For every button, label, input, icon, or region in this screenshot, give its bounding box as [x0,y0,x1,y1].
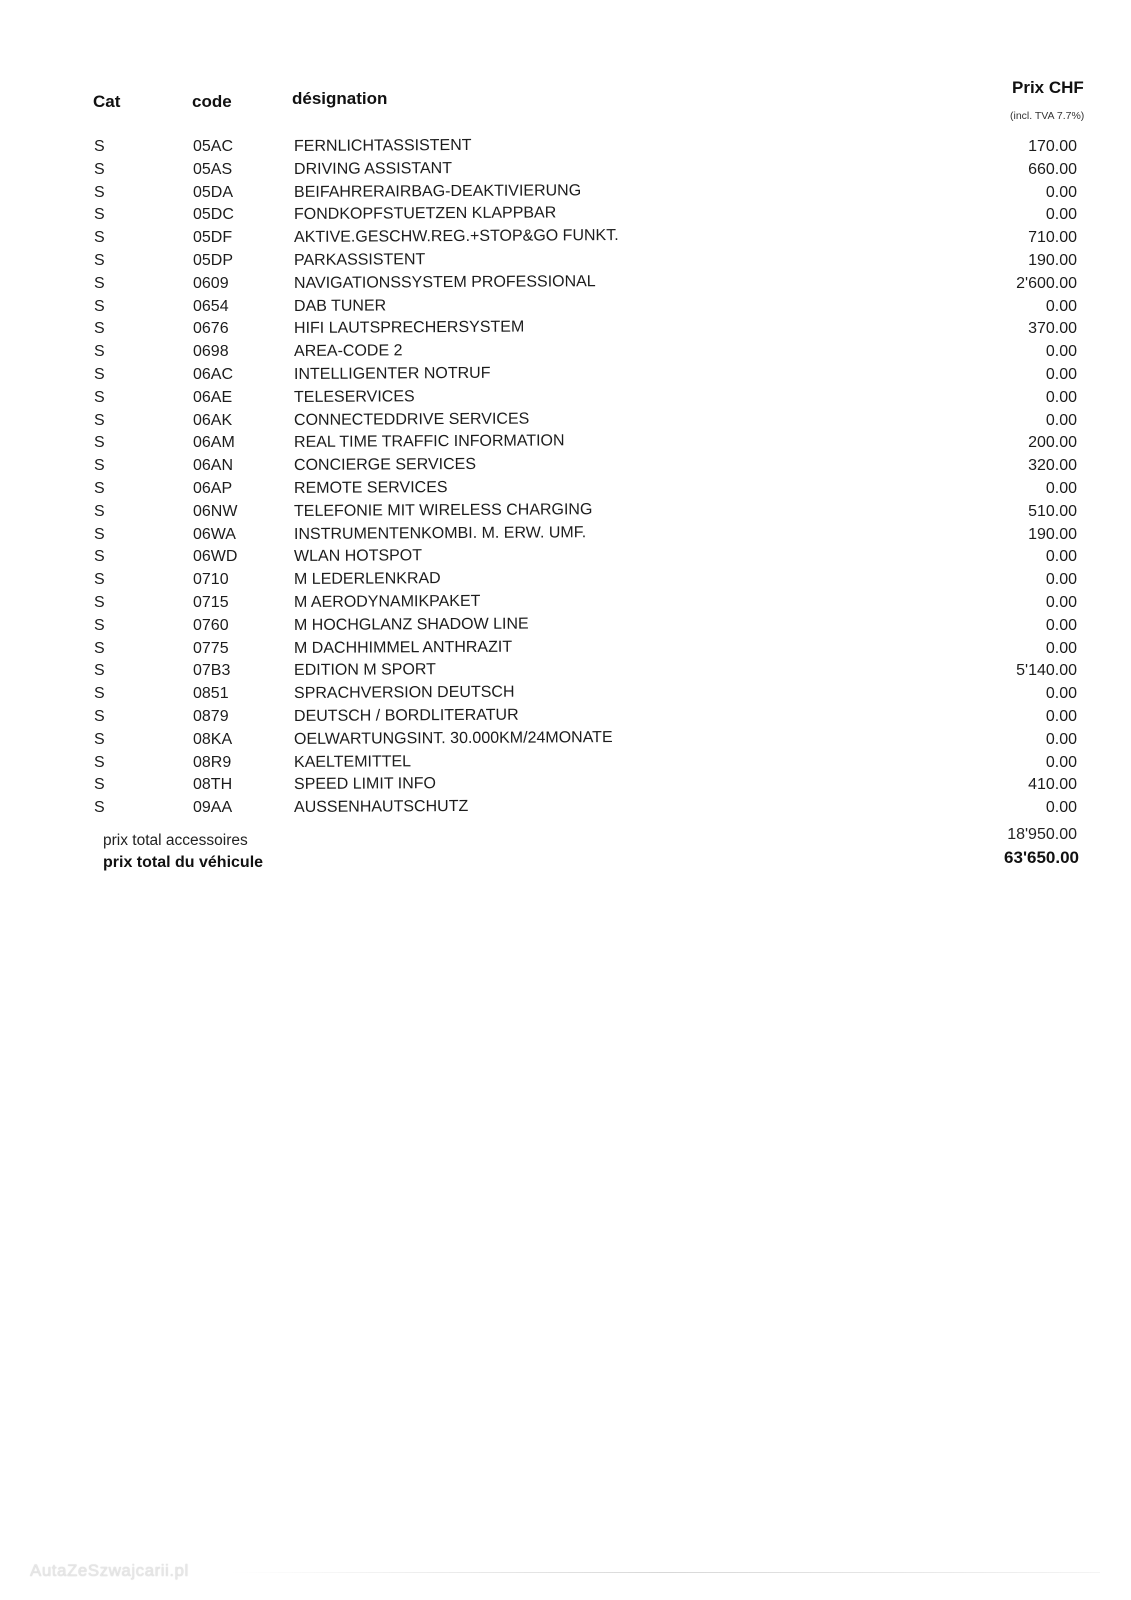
item-cat: S [94,365,105,383]
item-designation: M DACHHIMMEL ANTHRAZIT [293,638,513,657]
watermark: AutaZeSzwajcarii.pl [30,1561,189,1580]
item-price: 0.00 [1045,639,1077,657]
item-code: 05DA [193,183,234,201]
item-price: 510.00 [1028,502,1077,520]
item-cat: S [94,548,105,566]
item-code: 06AN [193,457,234,475]
item-cat: S [94,685,105,703]
table-row [0,410,1131,433]
item-designation: NAVIGATIONSSYSTEM PROFESSIONAL [293,272,596,292]
item-cat: S [94,229,105,247]
item-price: 0.00 [1045,707,1077,725]
item-cat: S [94,138,105,155]
table-row [0,341,1131,364]
item-cat: S [94,707,105,725]
table-row [0,592,1131,615]
table-row [0,182,1131,205]
item-price: 0.00 [1045,343,1077,361]
item-price: 190.00 [1028,251,1077,269]
item-code: 07B3 [193,662,231,680]
item-designation: DEUTSCH / BORDLITERATUR [293,706,519,725]
item-cat: S [94,776,105,794]
item-price: 170.00 [1028,138,1077,155]
table-row [0,455,1131,478]
item-cat: S [94,799,105,817]
item-cat: S [94,662,105,680]
item-designation: KAELTEMITTEL [293,752,412,771]
table-row [0,296,1131,319]
table-row [0,250,1131,273]
item-code: 08R9 [193,753,232,771]
item-designation: AKTIVE.GESCHW.REG.+STOP&GO FUNKT. [293,227,619,247]
item-designation: M HOCHGLANZ SHADOW LINE [293,615,529,634]
item-price: 2'600.00 [1016,274,1077,292]
item-code: 06AC [193,365,234,383]
item-cat: S [94,183,105,201]
item-price: 200.00 [1028,434,1077,452]
table-row [0,752,1131,775]
item-cat: S [94,593,105,611]
table-row [0,387,1131,410]
total-accessories-value: 18'950.00 [1007,826,1077,843]
table-row [0,706,1131,729]
item-designation: INTELLIGENTER NOTRUF [293,364,491,383]
item-cat: S [94,525,105,543]
item-code: 05AS [193,160,233,178]
item-code: 0775 [193,639,229,657]
item-designation: HIFI LAUTSPRECHERSYSTEM [293,318,525,338]
item-price: 0.00 [1045,388,1077,406]
item-designation: WLAN HOTSPOT [293,547,423,566]
item-code: 06AE [193,388,233,406]
item-designation: TELESERVICES [293,388,415,406]
item-code: 06WD [193,548,238,566]
table-row [0,159,1131,182]
table-header [0,0,1131,140]
item-cat: S [94,206,105,224]
table-row [0,204,1131,227]
header-code: code [192,92,232,111]
item-designation: DRIVING ASSISTANT [293,159,452,178]
table-row [0,364,1131,387]
item-code: 08KA [193,730,233,748]
item-price: 190.00 [1028,525,1077,543]
item-price: 0.00 [1045,799,1077,817]
item-price: 0.00 [1045,593,1077,611]
item-price: 0.00 [1045,365,1077,383]
item-price: 0.00 [1045,730,1077,748]
item-code: 0851 [193,685,229,703]
item-designation: AUSSENHAUTSCHUTZ [293,798,469,817]
item-code: 0760 [193,616,229,634]
item-price: 660.00 [1028,160,1077,178]
table-row [0,729,1131,752]
item-code: 09AA [193,799,233,817]
item-price: 0.00 [1045,685,1077,703]
item-cat: S [94,160,105,178]
item-designation: FERNLICHTASSISTENT [293,136,472,155]
item-price: 0.00 [1045,297,1077,315]
item-price: 0.00 [1045,479,1077,497]
item-designation: AREA-CODE 2 [293,342,403,361]
table-row [0,638,1131,661]
item-designation: SPRACHVERSION DEUTSCH [293,683,515,703]
item-designation: REAL TIME TRAFFIC INFORMATION [293,432,565,452]
item-cat: S [94,730,105,748]
table-row [0,318,1131,341]
item-cat: S [94,457,105,475]
item-designation: M LEDERLENKRAD [293,570,441,589]
item-designation: OELWARTUNGSINT. 30.000KM/24MONATE [293,728,613,748]
item-code: 06AK [193,411,233,429]
item-code: 0715 [193,593,229,611]
table-row [0,432,1131,455]
item-code: 06AP [193,479,233,497]
item-price: 0.00 [1045,183,1077,201]
item-cat: S [94,616,105,634]
item-designation: BEIFAHRERAIRBAG-DEAKTIVIERUNG [293,181,582,201]
table-row [0,797,1131,820]
item-cat: S [94,320,105,338]
item-code: 0710 [193,571,229,589]
item-designation: SPEED LIMIT INFO [293,775,436,794]
item-code: 05AC [193,138,234,155]
item-designation: FONDKOPFSTUETZEN KLAPPBAR [293,204,557,224]
item-designation: EDITION M SPORT [293,661,436,680]
item-price: 0.00 [1045,411,1077,429]
header-designation: désignation [292,89,388,108]
item-designation: M AERODYNAMIKPAKET [293,592,481,611]
table-row [0,501,1131,524]
items-table [0,136,1131,820]
item-code: 06AM [193,434,235,452]
item-code: 0654 [193,297,229,315]
item-designation: TELEFONIE MIT WIRELESS CHARGING [293,500,593,520]
item-price: 0.00 [1045,753,1077,771]
table-row [0,774,1131,797]
item-code: 0879 [193,707,229,725]
item-code: 08TH [193,776,233,794]
item-price: 370.00 [1028,320,1077,338]
table-row [0,524,1131,547]
item-price: 0.00 [1045,616,1077,634]
total-vehicle-label: prix total du véhicule [103,854,264,871]
table-row [0,546,1131,569]
table-row [0,615,1131,638]
item-cat: S [94,434,105,452]
item-code: 05DF [193,229,233,247]
item-code: 0609 [193,274,229,292]
item-designation: CONCIERGE SERVICES [293,456,477,475]
item-code: 06WA [193,525,236,543]
item-code: 06NW [193,502,238,520]
item-cat: S [94,297,105,315]
item-cat: S [94,502,105,520]
item-price: 710.00 [1028,229,1077,247]
item-cat: S [94,274,105,292]
item-code: 05DP [193,251,234,269]
header-tva-note: (incl. TVA 7.7%) [1010,110,1085,122]
item-designation: PARKASSISTENT [293,251,426,269]
item-cat: S [94,753,105,771]
item-cat: S [94,388,105,406]
item-price: 410.00 [1028,776,1077,794]
item-code: 0698 [193,343,229,361]
table-row [0,683,1131,706]
item-price: 0.00 [1045,206,1077,224]
item-price: 0.00 [1045,548,1077,566]
item-code: 05DC [193,206,234,224]
item-cat: S [94,479,105,497]
table-row [0,478,1131,501]
table-row [0,136,1131,159]
item-cat: S [94,251,105,269]
item-designation: DAB TUNER [293,297,387,315]
item-designation: CONNECTEDDRIVE SERVICES [293,410,530,429]
item-designation: INSTRUMENTENKOMBI. M. ERW. UMF. [293,523,587,543]
bottom-divider [230,1572,1100,1573]
header-price: Prix CHF [1012,78,1084,97]
total-accessories-label: prix total accessoires [103,832,248,849]
item-code: 0676 [193,320,229,338]
table-row [0,660,1131,683]
table-row [0,227,1131,250]
item-cat: S [94,571,105,589]
item-price: 0.00 [1045,571,1077,589]
table-row [0,569,1131,592]
header-cat: Cat [93,92,121,111]
item-price: 5'140.00 [1016,662,1077,680]
item-cat: S [94,639,105,657]
item-cat: S [94,343,105,361]
total-vehicle-value: 63'650.00 [1004,848,1079,867]
item-cat: S [94,411,105,429]
item-designation: REMOTE SERVICES [293,479,448,497]
table-row [0,273,1131,296]
item-price: 320.00 [1028,457,1077,475]
